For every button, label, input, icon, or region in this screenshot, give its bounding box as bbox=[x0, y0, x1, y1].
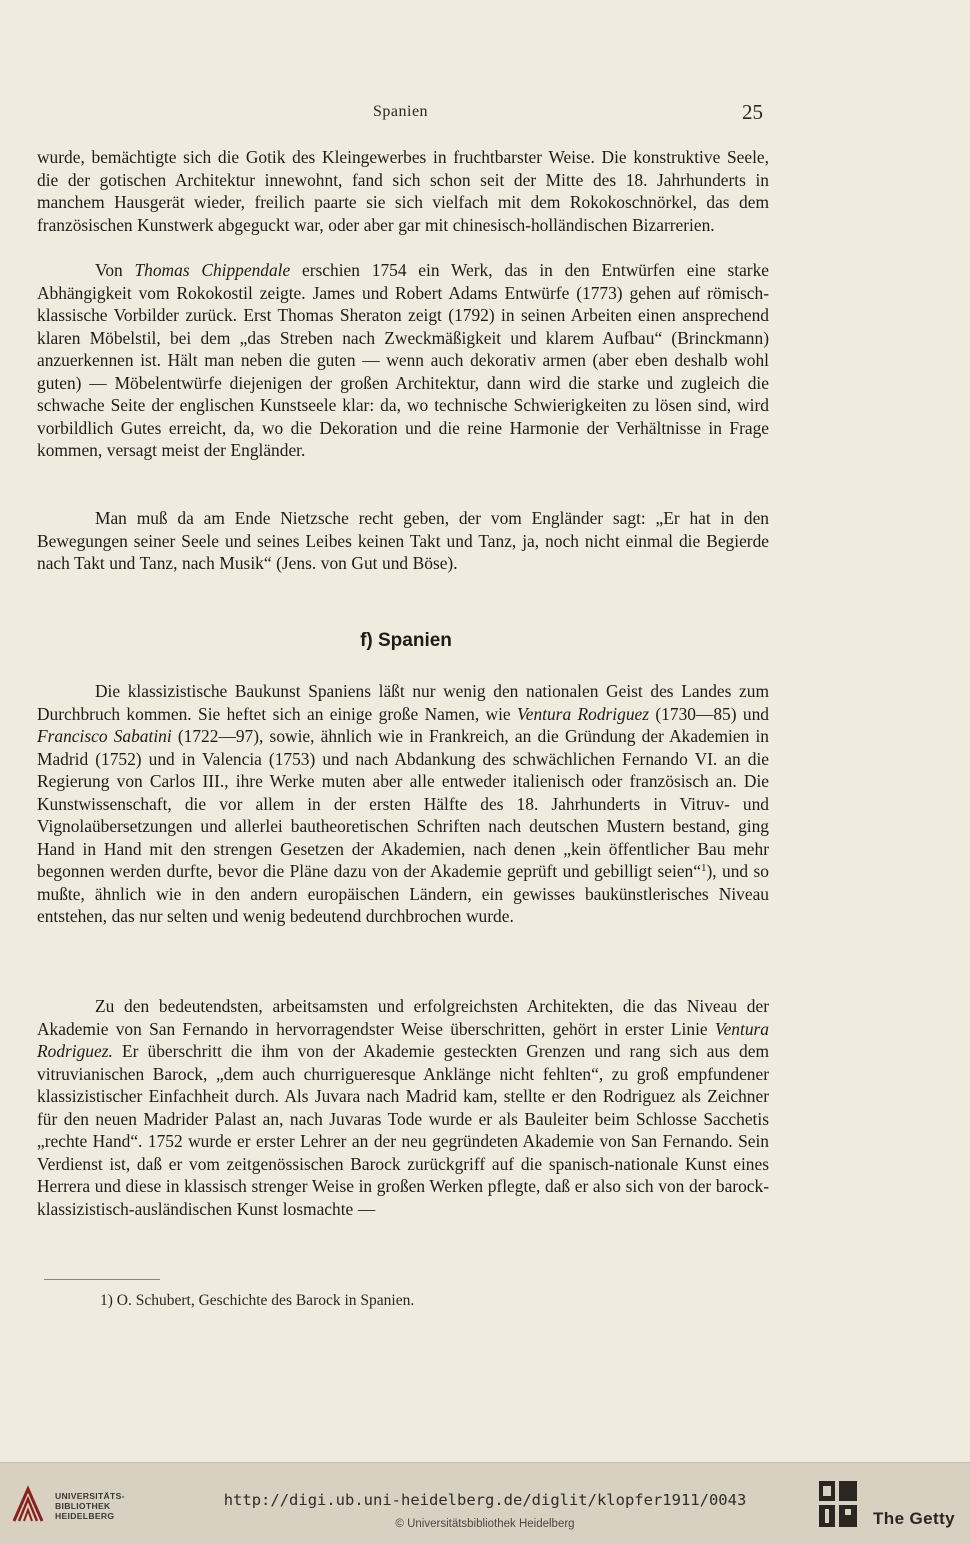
copyright-notice: © Universitätsbibliothek Heidelberg bbox=[395, 1518, 575, 1530]
text-run: Die klassizistische Baukunst Spaniens läßt nur wenig den nationalen Geist des Landes zum Durchbruch kommen. Sie heftet sich an einige große Namen, wie bbox=[37, 681, 769, 724]
running-head-title: Spanien bbox=[373, 103, 429, 120]
text-run: Zu den bedeutendsten, arbeitsamsten und erfolgreichsten Architekten, die das Niveau der Akademie von San Fernando in hervorragendster Weise überschritten, gehört in erster Linie bbox=[37, 996, 769, 1039]
person-name: Ventura Rodriguez bbox=[517, 703, 650, 724]
text-run: (1730—85) und bbox=[649, 703, 770, 724]
text-run: (1722—97), sowie, ähnlich wie in Frankreich, an die Gründung der Akademien in Madrid (1752) und in Valencia (1753) und nach Abdankung des schwächlichen Fernando VI. an die Regierung von Carlos III., ihre Werke muten aber alle entweder italienisch oder französisch an. Die Kunstwissenschaft, die vor allem in der ersten Hälfte des 18. Jahrhunderts in Vitruv- und Vignolaübersetzungen und allerlei bautheoretischen Schriften nach deutschen Mustern bestand, ging Hand in Hand mit den strengen Gesetzen der Akademien, nach denen „kein öffentlicher Bau mehr begonnen werden durfte, bevor die Pläne dazu von der Akademie geprüft und gebilligt seien“ bbox=[37, 726, 769, 881]
footnote: 1) O. Schubert, Geschichte des Barock in Spanien. bbox=[100, 1292, 415, 1309]
paragraph-1: wurde, bemächtigte sich die Gotik des Kleingewerbes in fruchtbarster Weise. Die konstruktive Seele, die der gotischen Architektur innewohnt, fand sich schon seit der Mitte des 18. Jahrhunderts in manchem Hausgerät wieder, freilich paarte sie sich vielfach mit dem Rokokoschnörkel, das dem französischen Kunstwerk abgeguckt war, oder aber gar mit chinesisch-holländischen Bizarrerien. bbox=[37, 147, 769, 235]
paragraph-3: Man muß da am Ende Nietzsche recht geben, der vom Engländer sagt: „Er hat in den Bewegungen seiner Seele und seines Leibes keinen Takt und Tanz, ja, noch nicht einmal die Begierde nach Takt und Tanz, nach Musik“ (Jens. von Gut und Böse). bbox=[37, 508, 769, 573]
running-head bbox=[0, 100, 970, 129]
section-heading: f) Spanien bbox=[360, 630, 452, 651]
footnote-reference: 1 bbox=[700, 862, 707, 874]
paragraph-5 bbox=[37, 995, 769, 1220]
getty-name: The Getty bbox=[873, 1509, 956, 1528]
footnote-divider bbox=[44, 1279, 160, 1280]
getty-logo-icon bbox=[817, 1479, 859, 1529]
library-name-line: UNIVERSITÄTS- bbox=[55, 1491, 125, 1501]
text-run: ), und so mußte, ähnlich wie in den andern europäischen Ländern, ein gewisses baukünstlerisches Niveau entstehen, das nur selten und wenig bedeutend durchbrochen wurde. bbox=[37, 861, 769, 926]
text-run: Von bbox=[95, 260, 135, 280]
person-name: Ventura Rodriguez. bbox=[37, 1018, 769, 1061]
permalink-url[interactable]: http://digi.ub.uni-heidelberg.de/diglit/klopfer1911/0043 bbox=[223, 1491, 747, 1509]
person-name: Francisco Sabatini bbox=[37, 726, 172, 746]
library-name-line: HEIDELBERG bbox=[55, 1511, 115, 1521]
library-name-line: BIBLIOTHEK bbox=[55, 1501, 111, 1511]
page-number: 25 bbox=[742, 100, 763, 124]
text-run: erschien 1754 ein Werk, das in den Entwürfen eine starke Abhängigkeit vom Rokokostil zeigte. James und Robert Adams Entwürfe (1773) gehen auf römisch-klassische Vorbilder zurück. Erst Thomas Sheraton zeigt (1792) in seinen Arbeiten einen ansprechend klaren Möbelstil, bei dem „das Streben nach Zweckmäßigkeit und klarem Aufbau“ (Brinckmann) anzuerkennen ist. Hält man neben die guten — wenn auch dekorativ armen (aber eben deshalb wohl guten) — Möbelentwürfe diejenigen der großen Architektur, dann wird die starke und zugleich die schwache Seite der englischen Kunstseele klar: da, wo technische Schwierigkeiten zu lösen sind, wird vorbildlich Gutes erreicht, da, wo die Dekoration und die reine Harmonie der Verhältnisse in Frage kommen, versagt meist der Engländer. bbox=[37, 260, 769, 460]
person-name: Thomas Chippendale bbox=[134, 260, 291, 280]
paragraph-2 bbox=[37, 259, 769, 462]
paragraph-4 bbox=[37, 680, 769, 928]
text-run: Er überschritt die ihm von der Akademie gesteckten Grenzen und rang sich aus dem vitruvianischen Barock, „dem auch churrigueresque Anklänge nicht fehlten“, zu groß empfundener klassizistischer Einfachheit durch. Als Juvara nach Madrid kam, stellte er den Rodriguez als Zeichner für den neuen Madrider Palast an, nach Juvaras Tode wurde er als Bauleiter beim Schlosse Sacchetis „rechte Hand“. 1752 wurde er erster Lehrer an der neu gegründeten Akademie von San Fernando. Sein Verdienst ist, daß er vom zeitgenössischen Barock zurückgriff auf die spanisch-nationale Kunst eines Herrera und diese in klassisch strenger Weise in großen Werken pflegte, daß er also sich von der barock-klassizistisch-ausländischen Kunst losmachte — bbox=[37, 1041, 769, 1219]
viewer-footer bbox=[0, 1462, 970, 1544]
